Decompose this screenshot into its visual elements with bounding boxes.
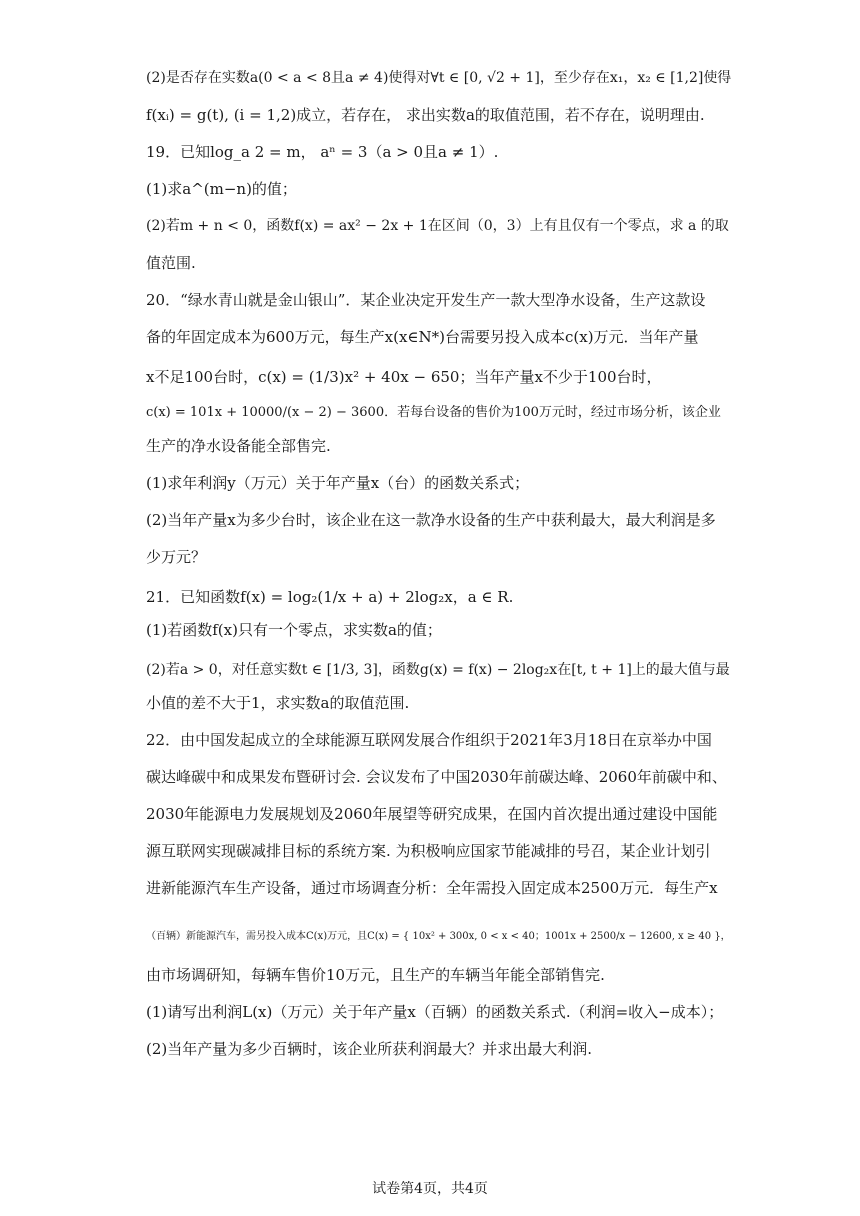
page-footer: 试卷第4页，共4页 xyxy=(372,1181,488,1197)
q21-part2-line1: (2)若a > 0，对任意实数t ∈ [1/3, 3]，函数g(x) = f(x) − 2log₂x在[t, t + 1]上的最大值与最 xyxy=(146,662,730,678)
q19-part1: (1)求a^(m−n)的值； xyxy=(146,180,297,198)
q20-part2-line1: (2)当年产量x为多少台时，该企业在这一款净水设备的生产中获利最大，最大利润是多 xyxy=(146,511,716,529)
q20-stem-line1: 20．“绿水青山就是金山银山”．某企业决定开发生产一款大型净水设备，生产这款设 xyxy=(146,291,706,309)
q18-part2-line2: f(xᵢ) = g(t), (i = 1,2)成立，若存在， 求出实数a的取值范围，若不存在，说明理由. xyxy=(146,106,705,124)
q20-stem-line3: x不足100台时，c(x) = (1/3)x² + 40x − 650；当年产量x不少于100台时， xyxy=(146,368,662,386)
q22-stem-line2: 碳达峰碳中和成果发布暨研讨会. 会议发布了中国2030年前碳达峰、2060年前碳中和、 xyxy=(146,768,727,786)
q22-stem-line7: 由市场调研知，每辆车售价10万元，且生产的车辆当年能全部销售完. xyxy=(146,966,605,984)
q18-part2-line1: (2)是否存在实数a(0 < a < 8且a ≠ 4)使得对∀t ∈ [0, √2 + 1]，至少存在x₁，x₂ ∈ [1,2]使得 xyxy=(146,70,732,86)
q22-stem-line3: 2030年能源电力发展规划及2060年展望等研究成果，在国内首次提出通过建设中国能 xyxy=(146,805,718,823)
q22-stem-line1: 22．由中国发起成立的全球能源互联网发展合作组织于2021年3月18日在京举办中国 xyxy=(146,731,712,749)
q22-stem-line6-piecewise: （百辆）新能源汽车，需另投入成本C(x)万元，且C(x) = { 10x² + 300x, 0 < x < 40；1001x + 2500/x − 12600, x ≥ 40 }， xyxy=(146,931,731,942)
q21-stem: 21．已知函数f(x) = log₂(1/x + a) + 2log₂x，a ∈ R. xyxy=(146,588,514,606)
q21-part1: (1)若函数f(x)只有一个零点，求实数a的值； xyxy=(146,621,442,639)
q20-part1: (1)求年利润y（万元）关于年产量x（台）的函数关系式； xyxy=(146,474,530,492)
q20-stem-line5: 生产的净水设备能全部售完. xyxy=(146,437,331,455)
q22-stem-line4: 源互联网实现碳减排目标的系统方案. 为积极响应国家节能减排的号召，某企业计划引 xyxy=(146,842,711,860)
q20-part2-line2: 少万元？ xyxy=(146,548,207,566)
q22-stem-line5: 进新能源汽车生产设备，通过市场调查分析：全年需投入固定成本2500万元．每生产x xyxy=(146,879,718,897)
q19-part2-line2: 值范围. xyxy=(146,254,196,272)
q19-stem: 19．已知log_a 2 = m， aⁿ = 3（a > 0且a ≠ 1）. xyxy=(146,143,499,161)
q21-part2-line2: 小值的差不大于1，求实数a的取值范围. xyxy=(146,694,410,712)
q22-part1: (1)请写出利润L(x)（万元）关于年产量x（百辆）的函数关系式.（利润=收入−成本）； xyxy=(146,1003,724,1021)
q22-part2: (2)当年产量为多少百辆时，该企业所获利润最大？并求出最大利润. xyxy=(146,1040,593,1058)
q20-stem-line2: 备的年固定成本为600万元，每生产x(x∈N*)台需要另投入成本c(x)万元．当年产量 xyxy=(146,328,699,346)
q19-part2-line1: (2)若m + n < 0，函数f(x) = ax² − 2x + 1在区间（0，3）上有且仅有一个零点，求 a 的取 xyxy=(146,218,729,234)
q20-stem-line4: c(x) = 101x + 10000/(x − 2) − 3600．若每台设备的售价为100万元时，经过市场分析，该企业 xyxy=(146,405,721,420)
